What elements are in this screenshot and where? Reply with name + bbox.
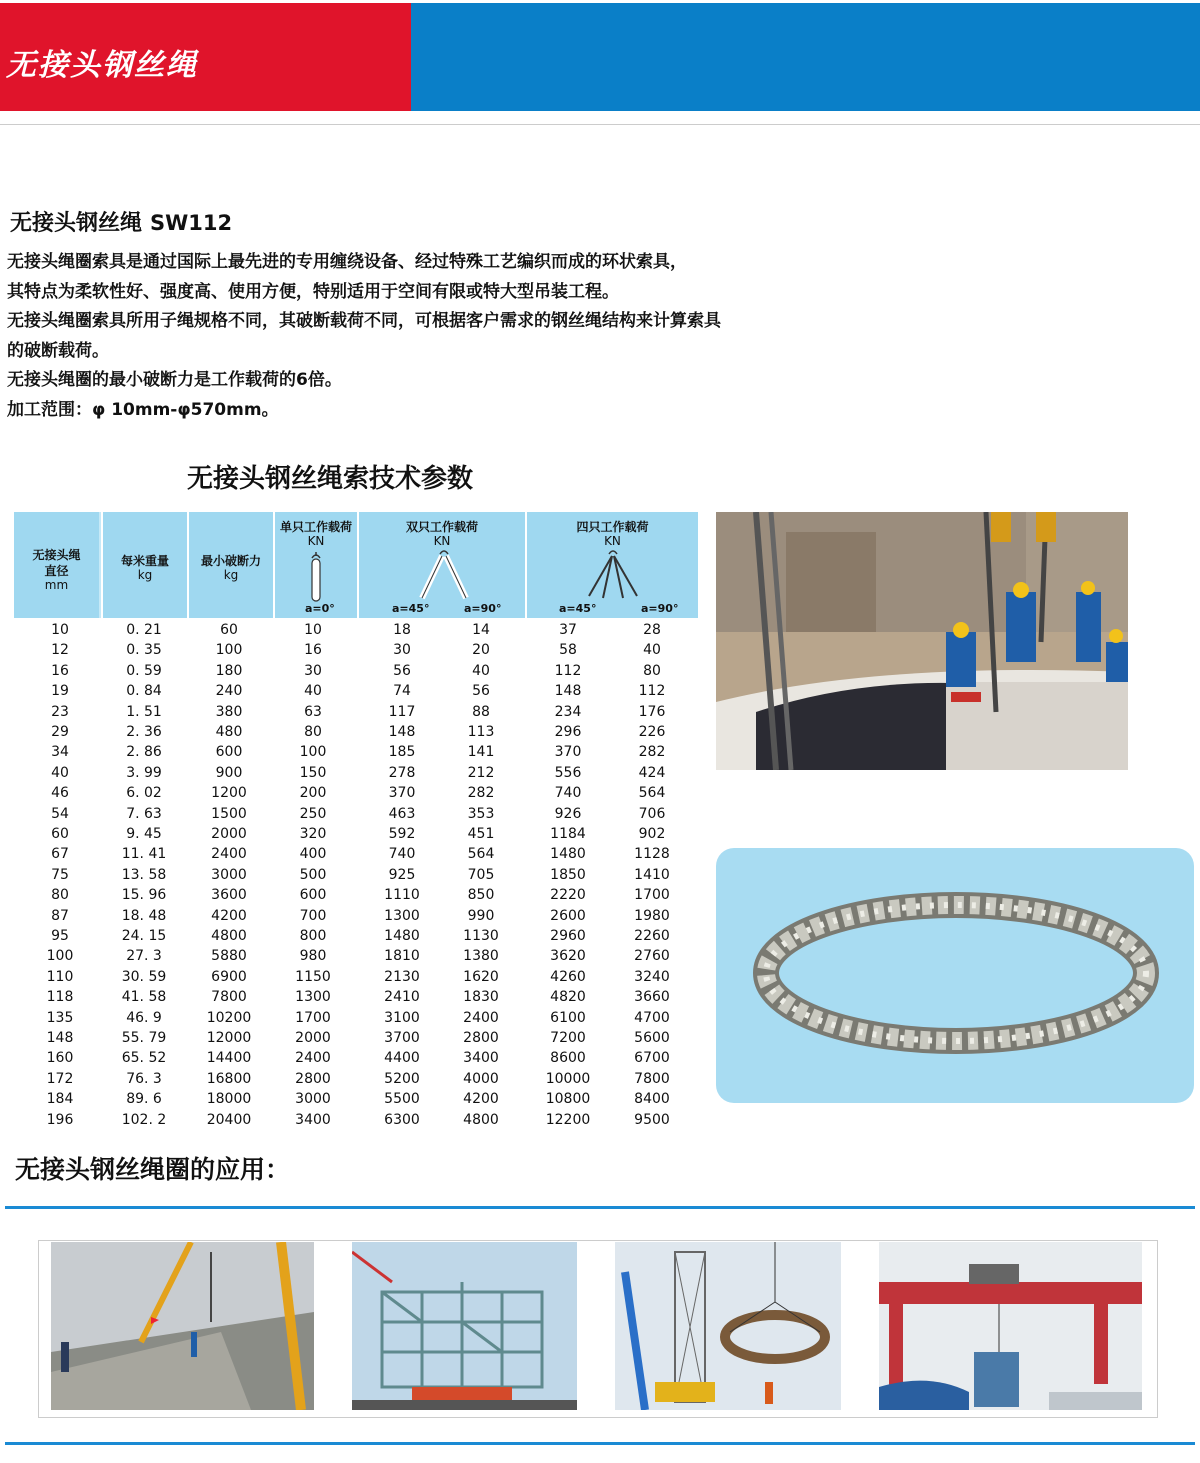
cell-quad-45: 4260 (550, 968, 586, 985)
cell-single-load: 16 (304, 642, 322, 659)
cell-single-load: 150 (299, 764, 327, 781)
cell-double-90: 353 (467, 805, 495, 822)
cell-double-90: 141 (467, 744, 495, 761)
cell-weight: 30. 59 (121, 968, 167, 985)
cell-diameter: 67 (51, 846, 69, 863)
cell-min-break: 380 (215, 703, 243, 720)
cell-quad-45: 2220 (550, 887, 586, 904)
table-row (20, 846, 700, 866)
header-double-unit: KN (433, 534, 451, 548)
cell-double-45: 3100 (384, 1009, 420, 1026)
cell-quad-45: 740 (554, 785, 582, 802)
cell-weight: 7. 63 (126, 805, 162, 822)
cell-single-load: 63 (304, 703, 322, 720)
cell-quad-45: 112 (554, 662, 582, 679)
cell-double-90: 1620 (463, 968, 499, 985)
header-double (357, 512, 525, 618)
cell-min-break: 3600 (211, 887, 247, 904)
cell-double-90: 14 (472, 622, 490, 638)
cell-weight: 1. 51 (126, 703, 162, 720)
cell-min-break: 4800 (211, 928, 247, 944)
quad-sling-icon (583, 548, 643, 602)
cell-double-90: 113 (467, 724, 495, 740)
cell-quad-90: 112 (638, 683, 666, 700)
cell-quad-90: 902 (638, 826, 666, 842)
cell-quad-45: 2600 (550, 907, 586, 924)
cell-single-load: 1700 (295, 1009, 331, 1026)
table-row (20, 989, 700, 1009)
header-weight-unit: kg (137, 568, 153, 582)
quad-angle-45: a=45° (559, 602, 597, 615)
cell-quad-90: 6700 (634, 1050, 670, 1067)
cell-quad-90: 8400 (634, 1091, 670, 1108)
cell-double-90: 4200 (463, 1091, 499, 1108)
steel-structure-photo (352, 1242, 577, 1410)
cell-double-45: 117 (388, 703, 416, 720)
description-line: 其特点为柔软性好、强度高、使用方便，特别适用于空间有限或特大型吊装工程。 (7, 281, 619, 302)
cell-weight: 24. 15 (121, 928, 167, 944)
cell-quad-90: 40 (643, 642, 661, 659)
description-line: 无接头绳圈的最小破断力是工作载荷的6倍。 (7, 370, 342, 390)
cell-double-90: 1380 (463, 948, 499, 965)
header-diameter (14, 512, 99, 618)
cell-quad-90: 9500 (634, 1111, 670, 1128)
cell-min-break: 6900 (211, 968, 247, 985)
cell-double-90: 282 (467, 785, 495, 802)
cell-single-load: 1300 (295, 989, 331, 1006)
cell-diameter: 34 (51, 744, 69, 761)
table-row (20, 1010, 700, 1030)
cell-quad-90: 1980 (634, 907, 670, 924)
header-single-unit: KN (307, 534, 325, 548)
cell-diameter: 148 (46, 1030, 74, 1046)
cell-quad-90: 1410 (634, 866, 670, 883)
cell-double-90: 705 (467, 866, 495, 883)
cell-double-45: 56 (393, 662, 411, 679)
cell-double-45: 18 (393, 622, 411, 638)
cell-weight: 6. 02 (126, 785, 162, 802)
gantry-crane-photo (879, 1242, 1142, 1410)
table-row (20, 744, 700, 764)
header-diameter-line1: 无接头绳 (32, 548, 81, 562)
cell-double-90: 850 (467, 887, 495, 904)
cell-min-break: 900 (215, 764, 243, 781)
cell-double-45: 463 (388, 805, 416, 822)
table-row (20, 1030, 700, 1050)
cell-weight: 2. 86 (126, 744, 162, 761)
cell-diameter: 196 (46, 1111, 74, 1128)
applications-title: 无接头钢丝绳圈的应用： (15, 1155, 291, 1184)
cell-min-break: 12000 (206, 1030, 252, 1046)
workers-photo (716, 512, 1128, 770)
table-row (20, 1071, 700, 1091)
cell-double-90: 3400 (463, 1050, 499, 1067)
cell-min-break: 20400 (206, 1111, 252, 1128)
cell-quad-45: 3620 (550, 948, 586, 965)
cell-single-load: 3000 (295, 1091, 331, 1108)
cell-single-load: 700 (299, 907, 327, 924)
cell-double-45: 3700 (384, 1030, 420, 1046)
cell-single-load: 200 (299, 785, 327, 802)
header-quad-unit: KN (604, 534, 621, 548)
cell-weight: 46. 9 (126, 1009, 162, 1026)
cell-min-break: 14400 (206, 1050, 252, 1067)
cell-quad-45: 234 (554, 703, 582, 720)
cell-min-break: 7800 (211, 989, 247, 1006)
cell-quad-45: 926 (554, 805, 582, 822)
cell-diameter: 75 (51, 866, 69, 883)
cell-diameter: 87 (51, 907, 69, 924)
cell-double-45: 2410 (384, 989, 420, 1006)
cell-diameter: 172 (46, 1070, 74, 1087)
cell-weight: 0. 84 (126, 683, 162, 700)
cell-weight: 18. 48 (121, 907, 167, 924)
single-sling-icon (305, 550, 327, 602)
cell-quad-45: 37 (559, 622, 577, 638)
header-single-label: 单只工作载荷 (279, 520, 352, 534)
cell-single-load: 80 (304, 724, 322, 740)
cell-quad-45: 10000 (545, 1070, 591, 1087)
product-title (10, 206, 232, 237)
double-sling-icon (414, 548, 474, 602)
cell-single-load: 40 (304, 683, 322, 700)
cell-min-break: 3000 (211, 866, 247, 883)
cell-quad-45: 7200 (550, 1030, 586, 1046)
cell-diameter: 95 (51, 928, 69, 944)
description-line: 加工范围：φ 10mm-φ570mm。 (7, 399, 279, 420)
cell-double-45: 185 (388, 744, 416, 761)
cell-double-45: 925 (388, 866, 416, 883)
description-line: 的破断载荷。 (7, 340, 109, 361)
cell-weight: 11. 41 (121, 846, 167, 863)
cell-weight: 41. 58 (121, 989, 167, 1006)
description-line: 无接头绳圈索具是通过国际上最先进的专用缠绕设备、经过特殊工艺编织而成的环状索具， (7, 252, 687, 272)
cell-quad-90: 564 (638, 785, 666, 802)
cell-diameter: 184 (46, 1091, 74, 1108)
cell-quad-45: 6100 (550, 1009, 586, 1026)
cell-double-45: 5500 (384, 1091, 420, 1108)
cell-double-45: 370 (388, 785, 416, 802)
cell-single-load: 10 (304, 622, 322, 638)
ring-lift-photo (615, 1242, 841, 1410)
cell-quad-90: 706 (638, 805, 666, 822)
table-row (20, 826, 700, 846)
cell-double-45: 2130 (384, 968, 420, 985)
cell-min-break: 10200 (206, 1009, 252, 1026)
cell-double-45: 6300 (384, 1111, 420, 1128)
rope-ring-photo (716, 848, 1194, 1103)
table-row (20, 1112, 700, 1132)
double-angle-45: a=45° (392, 602, 430, 615)
table-row (20, 887, 700, 907)
cell-diameter: 29 (51, 724, 69, 740)
cell-quad-45: 296 (554, 724, 582, 740)
cell-quad-45: 556 (554, 764, 582, 781)
cell-double-45: 1480 (384, 928, 420, 944)
cell-single-load: 980 (299, 948, 327, 965)
cell-double-90: 88 (472, 703, 490, 720)
cell-min-break: 180 (215, 662, 243, 679)
product-name: 无接头钢丝绳 (10, 211, 143, 236)
cell-double-90: 1830 (463, 989, 499, 1006)
cell-weight: 0. 59 (126, 662, 162, 679)
cell-weight: 9. 45 (126, 826, 162, 842)
header-weight-label: 每米重量 (120, 554, 169, 568)
top-blue-rule (5, 1206, 1195, 1209)
cell-diameter: 54 (51, 805, 69, 822)
cell-quad-45: 2960 (550, 928, 586, 944)
bottom-blue-rule (5, 1442, 1195, 1445)
cell-double-45: 30 (393, 642, 411, 659)
cell-quad-45: 4820 (550, 989, 586, 1006)
cell-min-break: 2000 (211, 826, 247, 842)
cell-quad-45: 370 (554, 744, 582, 761)
table-row (20, 1091, 700, 1111)
cell-double-45: 74 (393, 683, 411, 700)
cell-quad-90: 7800 (634, 1070, 670, 1087)
table-row (20, 928, 700, 948)
cell-quad-45: 1850 (550, 866, 586, 883)
cell-weight: 0. 21 (126, 622, 162, 638)
cell-weight: 89. 6 (126, 1091, 162, 1108)
description-line: 无接头绳圈索具所用子绳规格不同，其破断载荷不同，可根据客户需求的钢丝绳结构来计算索具 (7, 311, 721, 331)
cell-single-load: 2800 (295, 1070, 331, 1087)
cell-quad-90: 424 (638, 764, 666, 781)
cell-quad-90: 176 (638, 703, 666, 720)
cell-quad-90: 1128 (634, 846, 670, 863)
cell-min-break: 2400 (211, 846, 247, 863)
cell-diameter: 19 (51, 683, 69, 700)
cell-diameter: 16 (51, 662, 69, 679)
cell-quad-90: 3240 (634, 968, 670, 985)
header-quad (525, 512, 698, 618)
cell-min-break: 1200 (211, 785, 247, 802)
cell-double-45: 148 (388, 724, 416, 740)
cell-double-90: 2400 (463, 1009, 499, 1026)
table-title: 无接头钢丝绳索技术参数 (187, 464, 474, 494)
header-min-break-unit: kg (223, 568, 239, 582)
cell-diameter: 12 (51, 642, 69, 659)
cell-weight: 2. 36 (126, 724, 162, 740)
cell-quad-90: 80 (643, 662, 661, 679)
cell-single-load: 2000 (295, 1030, 331, 1046)
cell-quad-90: 2260 (634, 928, 670, 944)
cell-single-load: 3400 (295, 1111, 331, 1128)
cell-double-90: 40 (472, 662, 490, 679)
product-code: SW112 (150, 211, 233, 235)
table-row (20, 1050, 700, 1070)
cell-weight: 3. 99 (126, 764, 162, 781)
cell-double-45: 4400 (384, 1050, 420, 1067)
table-row (20, 765, 700, 785)
cell-quad-45: 12200 (545, 1111, 591, 1128)
cell-double-90: 20 (472, 642, 490, 659)
bridge-crane-photo (51, 1242, 314, 1410)
cell-min-break: 100 (215, 642, 243, 659)
cell-weight: 55. 79 (121, 1030, 167, 1046)
cell-quad-45: 10800 (545, 1091, 591, 1108)
cell-single-load: 400 (299, 846, 327, 863)
cell-quad-45: 58 (559, 642, 577, 659)
cell-weight: 27. 3 (126, 948, 162, 965)
table-row (20, 867, 700, 887)
cell-double-90: 212 (467, 764, 495, 781)
header-diameter-unit: mm (44, 578, 69, 592)
table-row (20, 663, 700, 683)
cell-min-break: 16800 (206, 1070, 252, 1087)
cell-quad-45: 1184 (550, 826, 586, 842)
quad-angle-90: a=90° (641, 602, 679, 615)
cell-diameter: 40 (51, 764, 69, 781)
header-quad-label: 四只工作载荷 (576, 520, 649, 534)
cell-min-break: 240 (215, 683, 243, 700)
header-weight (101, 512, 187, 618)
cell-single-load: 1150 (295, 968, 331, 985)
table-row (20, 642, 700, 662)
table-row (20, 806, 700, 826)
cell-single-load: 600 (299, 887, 327, 904)
table-row (20, 683, 700, 703)
cell-single-load: 250 (299, 805, 327, 822)
cell-double-45: 1300 (384, 907, 420, 924)
cell-min-break: 60 (220, 622, 238, 638)
cell-quad-90: 282 (638, 744, 666, 761)
cell-weight: 15. 96 (121, 887, 167, 904)
table-header (14, 512, 696, 618)
cell-diameter: 135 (46, 1009, 74, 1026)
header-min-break (187, 512, 273, 618)
cell-single-load: 30 (304, 662, 322, 679)
header-min-break-label: 最小破断力 (200, 554, 261, 568)
table-row (20, 724, 700, 744)
cell-double-90: 990 (467, 907, 495, 924)
cell-double-90: 1130 (463, 928, 499, 944)
cell-quad-90: 226 (638, 724, 666, 740)
cell-diameter: 100 (46, 948, 74, 965)
cell-single-load: 500 (299, 866, 327, 883)
cell-double-90: 451 (467, 826, 495, 842)
table-row (20, 622, 700, 642)
cell-weight: 0. 35 (126, 642, 162, 659)
table-row (20, 785, 700, 805)
cell-diameter: 60 (51, 826, 69, 842)
cell-single-load: 2400 (295, 1050, 331, 1067)
cell-quad-90: 4700 (634, 1009, 670, 1026)
cell-double-90: 564 (467, 846, 495, 863)
cell-quad-90: 28 (643, 622, 661, 638)
cell-double-45: 1110 (384, 887, 420, 904)
cell-min-break: 4200 (211, 907, 247, 924)
cell-double-90: 4800 (463, 1111, 499, 1128)
cell-min-break: 1500 (211, 805, 247, 822)
header-diameter-line2: 直径 (44, 564, 69, 578)
cell-weight: 13. 58 (121, 866, 167, 883)
cell-single-load: 800 (299, 928, 327, 944)
cell-weight: 65. 52 (121, 1050, 167, 1067)
cell-double-45: 5200 (384, 1070, 420, 1087)
cell-diameter: 23 (51, 703, 69, 720)
cell-double-90: 2800 (463, 1030, 499, 1046)
cell-double-45: 1810 (384, 948, 420, 965)
cell-diameter: 10 (51, 622, 69, 638)
cell-double-45: 592 (388, 826, 416, 842)
cell-quad-45: 1480 (550, 846, 586, 863)
cell-quad-45: 8600 (550, 1050, 586, 1067)
table-row (20, 908, 700, 928)
cell-diameter: 80 (51, 887, 69, 904)
cell-min-break: 5880 (211, 948, 247, 965)
table-row (20, 948, 700, 968)
cell-quad-90: 1700 (634, 887, 670, 904)
cell-single-load: 320 (299, 826, 327, 842)
cell-min-break: 18000 (206, 1091, 252, 1108)
cell-double-45: 740 (388, 846, 416, 863)
cell-double-90: 4000 (463, 1070, 499, 1087)
single-angle-label: a=0° (305, 602, 335, 615)
cell-quad-90: 3660 (634, 989, 670, 1006)
cell-min-break: 600 (215, 744, 243, 761)
cell-double-90: 56 (472, 683, 490, 700)
header-title: 无接头钢丝绳 (6, 48, 198, 83)
table-row (20, 704, 700, 724)
product-description (7, 248, 1007, 425)
cell-diameter: 46 (51, 785, 69, 802)
cell-min-break: 480 (215, 724, 243, 740)
header-blue-bar (411, 3, 1200, 111)
cell-diameter: 118 (46, 989, 74, 1006)
cell-single-load: 100 (299, 744, 327, 761)
cell-weight: 76. 3 (126, 1070, 162, 1087)
double-angle-90: a=90° (464, 602, 502, 615)
cell-diameter: 110 (46, 968, 74, 985)
header-single (273, 512, 357, 618)
cell-weight: 102. 2 (121, 1111, 167, 1128)
table-row (20, 969, 700, 989)
cell-diameter: 160 (46, 1050, 74, 1067)
cell-quad-90: 2760 (634, 948, 670, 965)
cell-double-45: 278 (388, 764, 416, 781)
cell-quad-90: 5600 (634, 1030, 670, 1046)
header-divider (0, 124, 1200, 125)
cell-quad-45: 148 (554, 683, 582, 700)
header-double-label: 双只工作载荷 (405, 520, 478, 534)
